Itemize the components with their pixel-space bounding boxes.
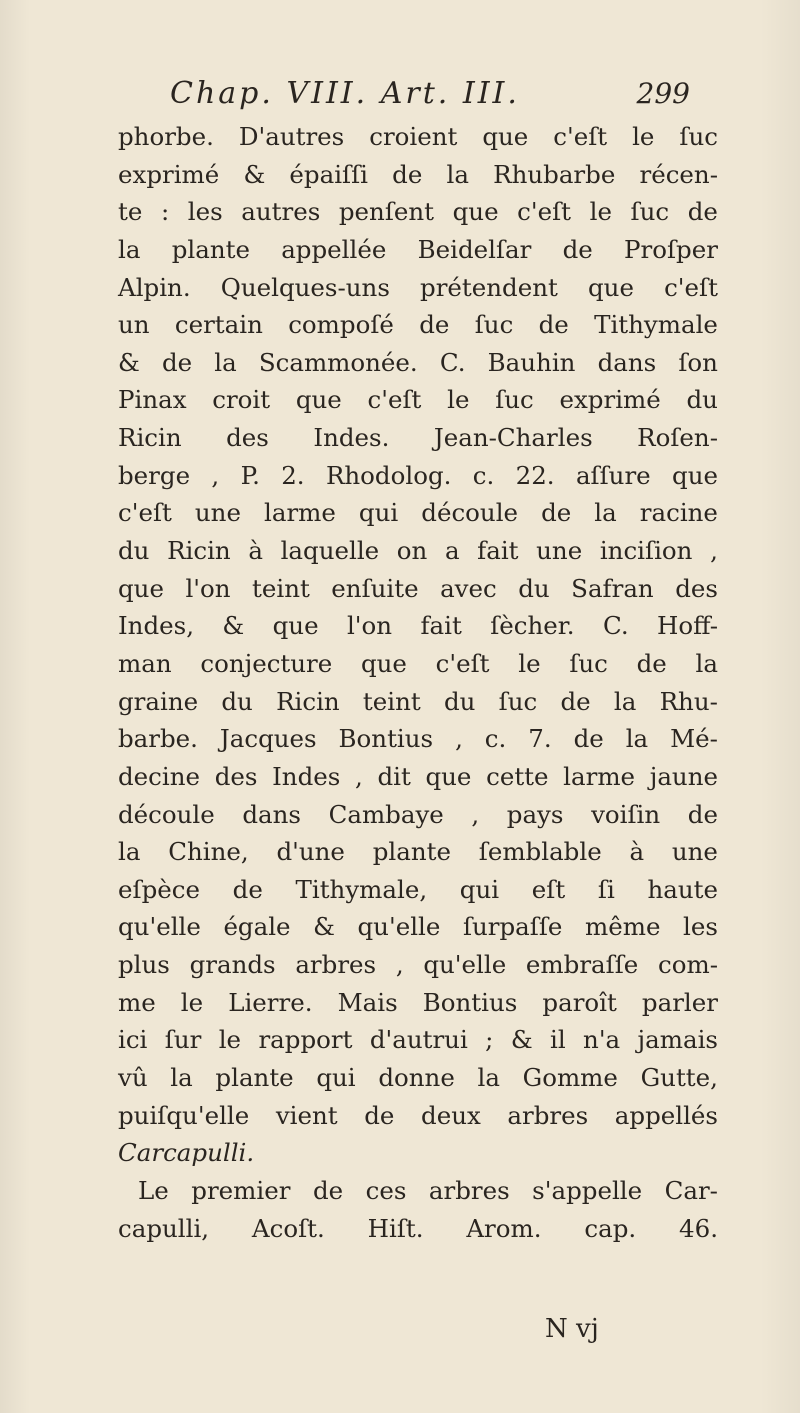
word: Tithymale	[594, 310, 718, 340]
word: Le	[138, 1175, 169, 1205]
word: Proſper	[624, 234, 718, 264]
text-line	[118, 908, 718, 946]
word: cap.	[584, 1213, 637, 1243]
word: aſſure	[575, 460, 651, 490]
word: arbres	[428, 1175, 510, 1205]
word: à	[629, 837, 645, 867]
word: ,	[395, 950, 404, 980]
word: Acoſt.	[251, 1213, 325, 1243]
word: berge	[118, 460, 191, 490]
word: a	[444, 536, 460, 566]
word: grands	[189, 950, 276, 980]
word: Gutte,	[640, 1063, 718, 1093]
word: que	[360, 648, 407, 678]
word: dit	[377, 761, 411, 791]
word: ,	[710, 536, 718, 566]
word: Bauhin	[487, 347, 576, 377]
word: vû	[118, 1063, 148, 1093]
word: le	[180, 987, 204, 1017]
word: c.	[472, 460, 495, 490]
word: Indes,	[118, 611, 195, 641]
text-line	[118, 570, 718, 608]
word: Hiſt.	[367, 1213, 424, 1243]
word: de	[562, 234, 593, 264]
word: Ricin	[167, 536, 231, 566]
word: ſuc	[495, 385, 534, 415]
word: Pinax	[118, 385, 187, 415]
word: eſpèce	[118, 874, 200, 904]
word: il	[550, 1025, 566, 1055]
word: barbe.	[118, 724, 198, 754]
word: ;	[485, 1025, 494, 1055]
text-line	[118, 306, 718, 344]
word: plus	[118, 950, 170, 980]
word: plante	[215, 1063, 294, 1093]
word: Quelques-uns	[220, 272, 390, 302]
word: ſur	[164, 1025, 202, 1055]
word: que	[672, 460, 718, 490]
word: 46.	[679, 1213, 718, 1243]
word: de	[161, 347, 193, 377]
word: Safran	[571, 573, 654, 603]
word: embraſſe	[525, 950, 639, 980]
word: Lierre.	[228, 987, 313, 1017]
catchword: N vj	[545, 1314, 599, 1344]
word: racine	[639, 498, 718, 528]
word: exprimé	[118, 159, 220, 189]
word: dans	[242, 799, 302, 829]
word: la	[446, 159, 469, 189]
word: ſemblable	[478, 837, 602, 867]
word: teint	[252, 573, 310, 603]
word: laquelle	[280, 536, 380, 566]
word: que	[482, 122, 529, 151]
word: la	[170, 1063, 193, 1093]
running-head	[170, 76, 690, 116]
word: haute	[647, 874, 718, 904]
word: le	[589, 197, 612, 227]
word: de	[541, 498, 572, 528]
text-line	[118, 344, 718, 382]
word: Scammonée.	[258, 347, 418, 377]
word: c'eſt	[664, 272, 718, 302]
word: parler	[641, 987, 718, 1017]
body-text	[118, 118, 718, 1247]
word: me	[118, 987, 156, 1017]
text-line	[118, 1134, 718, 1172]
word: le	[218, 1025, 242, 1055]
word: ſècher.	[490, 611, 575, 641]
word: qu'elle	[118, 912, 201, 942]
word: la	[613, 686, 637, 716]
word: une	[194, 498, 241, 528]
word: du	[118, 536, 150, 566]
word: Rhu-	[659, 686, 718, 716]
word: de	[364, 1100, 395, 1130]
word: de	[687, 799, 718, 829]
word: du	[443, 686, 476, 716]
word: Cambaye	[328, 799, 444, 829]
word: du	[518, 573, 550, 603]
text-line	[118, 796, 718, 834]
word: de	[419, 310, 450, 340]
word: une	[671, 837, 718, 867]
text-line	[118, 1097, 718, 1135]
word: de	[560, 686, 591, 716]
word: des	[214, 761, 258, 791]
word: Beidelſar	[417, 234, 532, 264]
word: appellée	[281, 234, 387, 264]
word: de	[232, 874, 263, 904]
word: croient	[369, 122, 458, 151]
word: eſt	[531, 874, 566, 904]
word: la	[594, 498, 617, 528]
word: 22.	[515, 460, 555, 490]
word: de	[392, 159, 423, 189]
word: les	[683, 912, 718, 942]
text-line	[118, 1021, 718, 1059]
word: fait	[477, 536, 519, 566]
word: conjecture	[200, 648, 333, 678]
word: qui	[358, 498, 399, 528]
word: Bontius	[338, 724, 434, 754]
word: rapport	[258, 1025, 353, 1055]
word: que	[587, 272, 634, 302]
word: la	[477, 1063, 500, 1093]
word: égale	[223, 912, 291, 942]
word: com-	[657, 950, 718, 980]
text-line	[118, 984, 718, 1022]
word: inciſion	[599, 536, 693, 566]
word: &	[243, 159, 266, 189]
text-line	[118, 1059, 718, 1097]
word: de	[312, 1175, 344, 1205]
word: c'eſt	[118, 498, 172, 528]
word: ,	[471, 799, 480, 829]
word: Jacques	[219, 724, 317, 754]
word: voiſin	[591, 799, 661, 829]
word: &	[118, 347, 140, 377]
word: que	[452, 197, 499, 227]
word: ,	[354, 761, 363, 791]
word: decine	[118, 761, 201, 791]
word: dans	[597, 347, 657, 377]
word: Tithymale,	[295, 874, 428, 904]
word: c'eſt	[517, 197, 572, 227]
word: s'appelle	[532, 1175, 643, 1205]
word: donne	[378, 1063, 455, 1093]
word: Rhodolog.	[325, 460, 452, 490]
word: man	[118, 648, 172, 678]
word: Bontius	[422, 987, 518, 1017]
word: certain	[174, 310, 263, 340]
word: Car-	[664, 1175, 718, 1205]
word: Rhubarbe	[493, 159, 616, 189]
word: appellés	[614, 1100, 718, 1130]
word: :	[160, 197, 170, 227]
word: capulli,	[118, 1213, 210, 1243]
word: teint	[362, 686, 421, 716]
text-line	[118, 607, 718, 645]
word: qui	[316, 1063, 356, 1093]
text-line	[118, 118, 718, 156]
word: à	[248, 536, 263, 566]
word: te	[118, 197, 143, 227]
word: &	[510, 1025, 533, 1055]
word: 7.	[528, 724, 552, 754]
word: ,	[455, 724, 463, 754]
word: Arom.	[466, 1213, 542, 1243]
word: qu'elle	[423, 950, 507, 980]
word: récen-	[639, 159, 718, 189]
word: ces	[365, 1175, 407, 1205]
word: avec	[440, 573, 497, 603]
word: Jean-Charles	[433, 423, 593, 453]
word: du	[221, 686, 253, 716]
word: Mais	[337, 987, 398, 1017]
word: ſon	[678, 347, 718, 377]
text-line	[118, 683, 718, 721]
word: penſent	[338, 197, 435, 227]
word: enſuite	[331, 573, 419, 603]
word: c.	[484, 724, 507, 754]
word: plante	[171, 234, 250, 264]
word: autres	[241, 197, 321, 227]
word: ici	[118, 1025, 148, 1055]
word: un	[118, 310, 150, 340]
word: l'on	[346, 611, 393, 641]
word: pays	[506, 799, 564, 829]
word: de	[573, 724, 604, 754]
text-line	[118, 833, 718, 871]
word: la	[695, 648, 718, 678]
word: d'autrui	[369, 1025, 468, 1055]
word: qui	[459, 874, 500, 904]
word: premier	[191, 1175, 291, 1205]
text-line	[118, 946, 718, 984]
word: exprimé	[559, 385, 661, 415]
word: paroît	[542, 987, 617, 1017]
word: ,	[211, 460, 220, 490]
word: jamais	[637, 1025, 718, 1055]
word: ſuc	[569, 648, 608, 678]
word: P.	[240, 460, 260, 490]
word: C.	[602, 611, 629, 641]
word: de	[687, 197, 718, 227]
word: croit	[212, 385, 271, 415]
word: une	[536, 536, 583, 566]
word: c'eſt	[435, 648, 490, 678]
word: d'une	[276, 837, 345, 867]
word: ſuc	[498, 686, 538, 716]
word: ſurpaſſe	[462, 912, 563, 942]
text-line	[118, 419, 718, 457]
word: de	[538, 310, 569, 340]
word: D'autres	[238, 122, 345, 151]
word: le	[518, 648, 541, 678]
word: découle	[421, 498, 519, 528]
word: découle	[118, 799, 215, 829]
word: c'eſt	[367, 385, 422, 415]
word: épaiſſi	[289, 159, 369, 189]
word: que	[295, 385, 342, 415]
word: n'a	[583, 1025, 621, 1055]
word: la	[118, 837, 141, 867]
word: arbres	[295, 950, 377, 980]
word: la	[118, 234, 141, 264]
word: ſuc	[474, 310, 514, 340]
word: phorbe.	[118, 122, 214, 151]
word: deux	[421, 1100, 481, 1130]
word: des	[226, 423, 269, 453]
word: &	[222, 611, 245, 641]
text-line	[118, 494, 718, 532]
word: Ricin	[276, 686, 340, 716]
word: vient	[275, 1100, 338, 1130]
word: puiſqu'elle	[118, 1100, 250, 1130]
text-line	[118, 231, 718, 269]
word: cette	[486, 761, 549, 791]
word: on	[396, 536, 428, 566]
word: Mé-	[670, 724, 718, 754]
word: l'on	[185, 573, 231, 603]
word: Hoff-	[657, 611, 718, 641]
word: 2.	[281, 460, 305, 490]
word: que	[118, 573, 164, 603]
word: prétendent	[420, 272, 558, 302]
word: Roſen-	[637, 423, 718, 453]
word: Indes	[272, 761, 341, 791]
word: jaune	[649, 761, 718, 791]
word: la	[625, 724, 649, 754]
text-line	[118, 381, 718, 419]
text-line	[118, 269, 718, 307]
line-text: Carcapulli.	[118, 1138, 255, 1168]
running-head-title: Chap. VIII. Art. III.	[170, 76, 520, 111]
page-number: 299	[636, 77, 690, 110]
text-line	[118, 645, 718, 683]
word: la	[214, 347, 237, 377]
word: compoſé	[288, 310, 394, 340]
text-line	[118, 156, 718, 194]
word: des	[675, 573, 718, 603]
word: ſi	[597, 874, 615, 904]
word: Gomme	[522, 1063, 618, 1093]
word: ſuc	[679, 122, 718, 151]
word: Alpin.	[118, 272, 191, 302]
word: que	[272, 611, 319, 641]
word: ſuc	[630, 197, 670, 227]
text-line	[118, 532, 718, 570]
word: même	[584, 912, 661, 942]
word: arbres	[507, 1100, 589, 1130]
word: fait	[420, 611, 462, 641]
word: graine	[118, 686, 199, 716]
text-line	[118, 1172, 718, 1210]
word: Indes.	[313, 423, 390, 453]
word: le	[447, 385, 470, 415]
word: larme	[563, 761, 636, 791]
word: du	[686, 385, 718, 415]
text-line	[118, 871, 718, 909]
word: C.	[439, 347, 466, 377]
word: qu'elle	[357, 912, 441, 942]
word: larme	[264, 498, 336, 528]
word: plante	[372, 837, 451, 867]
word: c'eſt	[553, 122, 608, 151]
word: les	[187, 197, 223, 227]
word: &	[313, 912, 335, 942]
text-line	[118, 457, 718, 495]
word: Ricin	[118, 423, 182, 453]
word: Chine,	[168, 837, 249, 867]
word: de	[636, 648, 667, 678]
text-line	[118, 193, 718, 231]
text-line	[118, 758, 718, 796]
word: le	[632, 122, 655, 151]
text-line	[118, 1210, 718, 1248]
text-line	[118, 720, 718, 758]
word: que	[425, 761, 472, 791]
